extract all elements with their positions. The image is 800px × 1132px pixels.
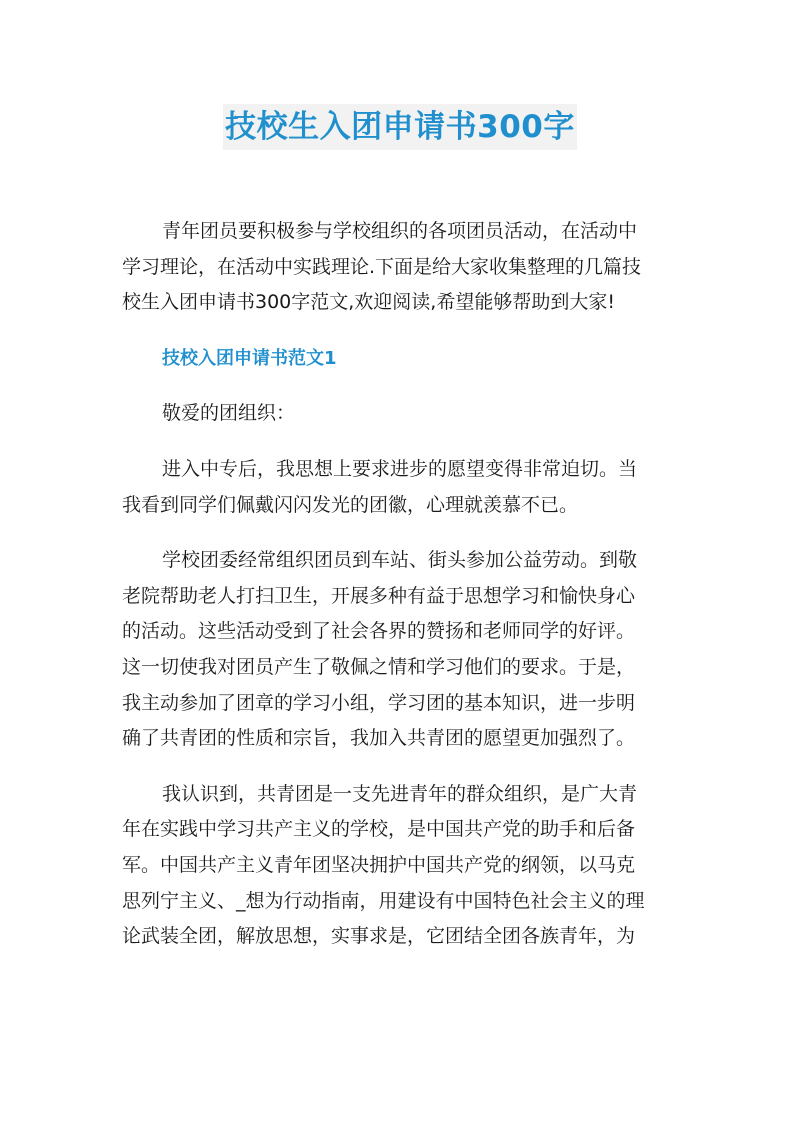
document-body [122,214,682,955]
body-paragraph-1: 进入中专后，我思想上要求进步的愿望变得非常迫切。当 我看到同学们佩戴闪闪发光的团徽，心理就羡慕不已。 [122,457,638,516]
document-title: 技校生入团申请书300字 [223,104,577,150]
title-container [0,104,800,150]
intro-paragraph: 青年团员要积极参与学校组织的各项团员活动，在活动中 学习理论，在活动中实践理论.下面是给大家收集整理的几篇技 校生入团申请书300字范文,欢迎阅读,希望能够帮助到大家! [122,220,642,314]
body-paragraph-3: 我认识到，共青团是一支先进青年的群众组织，是广大青 年在实践中学习共产主义的学校，是中国共产党的助手和后备 军。中国共产主义青年团坚决拥护中国共产党的纲领，以马克 思列宁主义、_想为行动指南，用建设有中国特色社会主义的理 论武装全团，解放思想，实事求是，它团结全团各族青年，为 [122,782,645,948]
section-heading: 技校入团申请书范文1 [162,347,337,369]
body-paragraph-2: 学校团委经常组织团员到车站、街头参加公益劳动。到敬 老院帮助老人打扫卫生，开展多种有益于思想学习和愉快身心 的活动。这些活动受到了社会各界的赞扬和老师同学的好评。 这一切使我对团员产生了敬佩之情和学习他们的要求。于是， 我主动参加了团章的学习小组，学习团的基本知识，进一步明 确了共青团的性质和宗旨，我加入共青团的愿望更加强烈了。 [122,549,638,750]
salutation: 敬爱的团组织： [162,402,296,425]
